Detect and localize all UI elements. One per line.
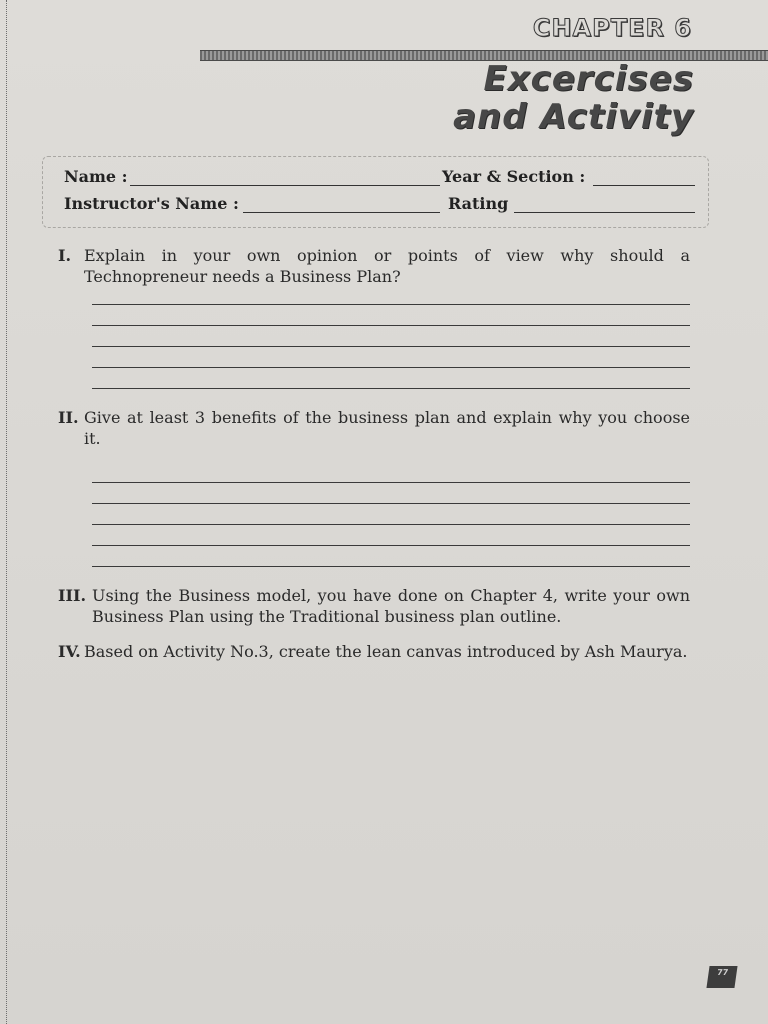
question-4-number: IV. — [58, 642, 81, 661]
rating-label: Rating — [448, 194, 509, 213]
page-number: 77 — [716, 968, 729, 977]
answer-line[interactable] — [92, 545, 690, 546]
year-section-label: Year & Section : — [442, 167, 586, 186]
name-label: Name : — [64, 167, 128, 186]
title-line-1: Excercises — [483, 59, 694, 99]
answer-line[interactable] — [92, 346, 690, 347]
question-2-text: Give at least 3 benefits of the business plan and explain why you choose it. — [84, 408, 690, 448]
answer-line[interactable] — [92, 388, 690, 389]
question-3-number: III. — [58, 586, 87, 605]
student-info-box — [42, 156, 709, 228]
chapter-label: CHAPTER 6 — [532, 14, 692, 42]
rating-field[interactable] — [514, 212, 695, 213]
question-4-text: Based on Activity No.3, create the lean canvas introduced by Ash Maurya. — [84, 642, 688, 661]
answer-line[interactable] — [92, 304, 690, 305]
answer-line[interactable] — [92, 325, 690, 326]
answer-line[interactable] — [92, 503, 690, 504]
question-3 — [58, 585, 690, 627]
instructor-name-label: Instructor's Name : — [64, 194, 239, 213]
page-title — [453, 60, 694, 136]
page-number-badge — [706, 966, 737, 988]
question-1 — [58, 245, 690, 287]
answer-line[interactable] — [92, 566, 690, 567]
name-field[interactable] — [130, 185, 440, 186]
binding-edge — [6, 0, 7, 1024]
answer-line[interactable] — [92, 367, 690, 368]
question-2 — [58, 407, 690, 449]
year-section-field[interactable] — [593, 185, 695, 186]
question-4 — [58, 641, 690, 662]
question-1-text: Explain in your own opinion or points of view why should a Technopreneur needs a Business Plan? — [84, 246, 690, 286]
question-1-number: I. — [58, 246, 72, 265]
answer-line[interactable] — [92, 482, 690, 483]
question-2-number: II. — [58, 408, 79, 427]
title-line-2: and Activity — [453, 97, 694, 137]
answer-line[interactable] — [92, 524, 690, 525]
question-3-text: Using the Business model, you have done on Chapter 4, write your own Business Plan using the Traditional business plan outline. — [92, 586, 690, 626]
instructor-name-field[interactable] — [243, 212, 440, 213]
